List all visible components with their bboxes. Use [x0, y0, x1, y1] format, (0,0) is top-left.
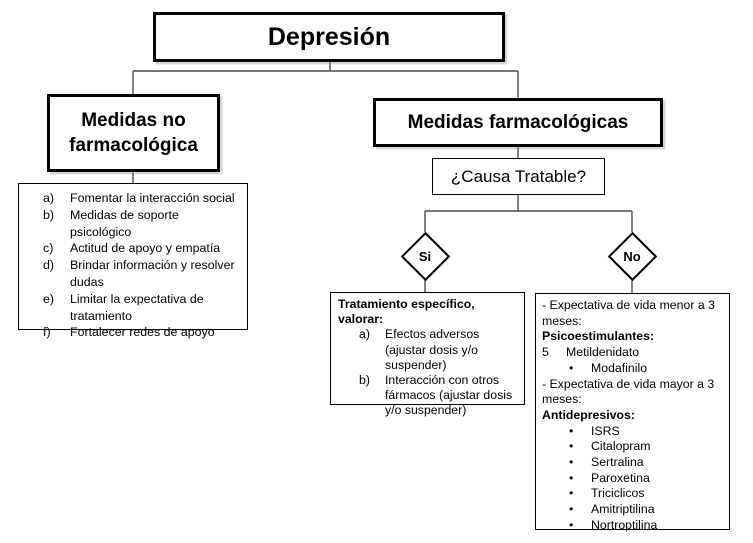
- list-item-marker: e): [43, 291, 55, 306]
- list-item-text: Fomentar la interacción social: [70, 191, 235, 205]
- list-item-text: Brindar información y resolver dudas: [70, 258, 235, 289]
- list-item: [542, 486, 725, 502]
- bullet-icon: •: [569, 360, 574, 375]
- list-item-marker: d): [43, 258, 55, 273]
- list-item: [43, 291, 241, 325]
- list-item-text: Nortroptilina: [591, 517, 658, 532]
- no-branch-box: [535, 293, 730, 530]
- node-causa-tratable-label: ¿Causa Tratable?: [450, 166, 587, 186]
- list-item: [359, 327, 521, 373]
- bullet-icon: •: [569, 517, 574, 532]
- decision-si-label: Si: [418, 248, 432, 264]
- list-item: [542, 455, 725, 471]
- treatment-specific-title: Tratamiento específico, valorar:: [338, 297, 475, 327]
- node-medidas-no-farmacologicas-label: Medidas no farmacológica: [69, 110, 198, 156]
- list-item: [542, 345, 725, 361]
- list-item-text: Interacción con otros fármacos (ajustar dosis y/o suspender): [385, 373, 513, 418]
- node-medidas-farmacologicas: [373, 98, 663, 147]
- list-item-text: Sertralina: [591, 455, 644, 470]
- bullet-icon: •: [569, 455, 574, 470]
- list-item-text: Metildenidato: [566, 345, 640, 360]
- life-expectancy-mayor-line: - Expectativa de vida mayor a 3 meses:: [542, 376, 715, 407]
- node-depresion: [153, 12, 505, 62]
- list-item-marker: a): [359, 327, 370, 342]
- list-item: [359, 373, 521, 419]
- list-item-marker: b): [359, 373, 370, 388]
- antidepressants-heading: Antidepresivos:: [542, 407, 635, 422]
- psychostimulants-heading: Psicoestimulantes:: [542, 329, 655, 344]
- list-item-marker: a): [43, 191, 55, 205]
- node-depresion-label: Depresión: [267, 22, 391, 51]
- list-item: [542, 502, 725, 518]
- list-item: [542, 361, 725, 377]
- bullet-icon: •: [569, 502, 574, 517]
- decision-si-diamond: [401, 232, 449, 280]
- list-item-text: Paroxetina: [591, 470, 650, 485]
- list-item: [43, 207, 241, 241]
- list-item: [43, 324, 241, 341]
- list-item: [542, 518, 725, 534]
- bullet-icon: •: [569, 486, 574, 501]
- bullet-icon: •: [569, 470, 574, 485]
- bullet-icon: •: [569, 439, 574, 454]
- list-item: [542, 424, 725, 440]
- list-item: [542, 439, 725, 455]
- life-expectancy-minor-line: - Expectativa de vida menor a 3 meses:: [542, 298, 715, 328]
- list-item-text: ISRS: [591, 423, 620, 438]
- list-item-marker: c): [43, 241, 54, 256]
- non-pharm-measures-list: [18, 183, 248, 340]
- treatment-specific-box: [330, 292, 525, 418]
- list-item-text: Amitriptilina: [591, 502, 655, 517]
- bullet-icon: •: [569, 423, 574, 438]
- node-causa-tratable: [432, 158, 605, 195]
- list-item-marker: b): [43, 207, 55, 222]
- list-item-text: Medidas de soporte psicológico: [70, 207, 179, 239]
- list-item: [43, 240, 241, 257]
- node-medidas-no-farmacologicas: [47, 94, 220, 172]
- list-item: [43, 257, 241, 291]
- list-item-text: Actitud de apoyo y empatía: [70, 241, 221, 256]
- decision-no-diamond: [608, 232, 656, 280]
- list-item: [542, 471, 725, 487]
- list-item-marker: 5: [542, 345, 549, 360]
- list-item-text: Citalopram: [591, 439, 651, 454]
- list-item: [43, 190, 241, 207]
- list-item-text: Triciclicos: [591, 486, 645, 501]
- list-item-text: Efectos adversos (ajustar dosis y/o suspender): [385, 327, 480, 372]
- list-item-text: Modafinilo: [591, 360, 648, 375]
- list-item-marker: f): [43, 325, 51, 340]
- list-item-text: Limitar la expectativa de tratamiento: [70, 291, 204, 323]
- node-medidas-farmacologicas-label: Medidas farmacológicas: [407, 111, 629, 133]
- list-item-text: Fortalecer redes de apoyo: [70, 325, 215, 340]
- decision-no-label: No: [623, 248, 641, 264]
